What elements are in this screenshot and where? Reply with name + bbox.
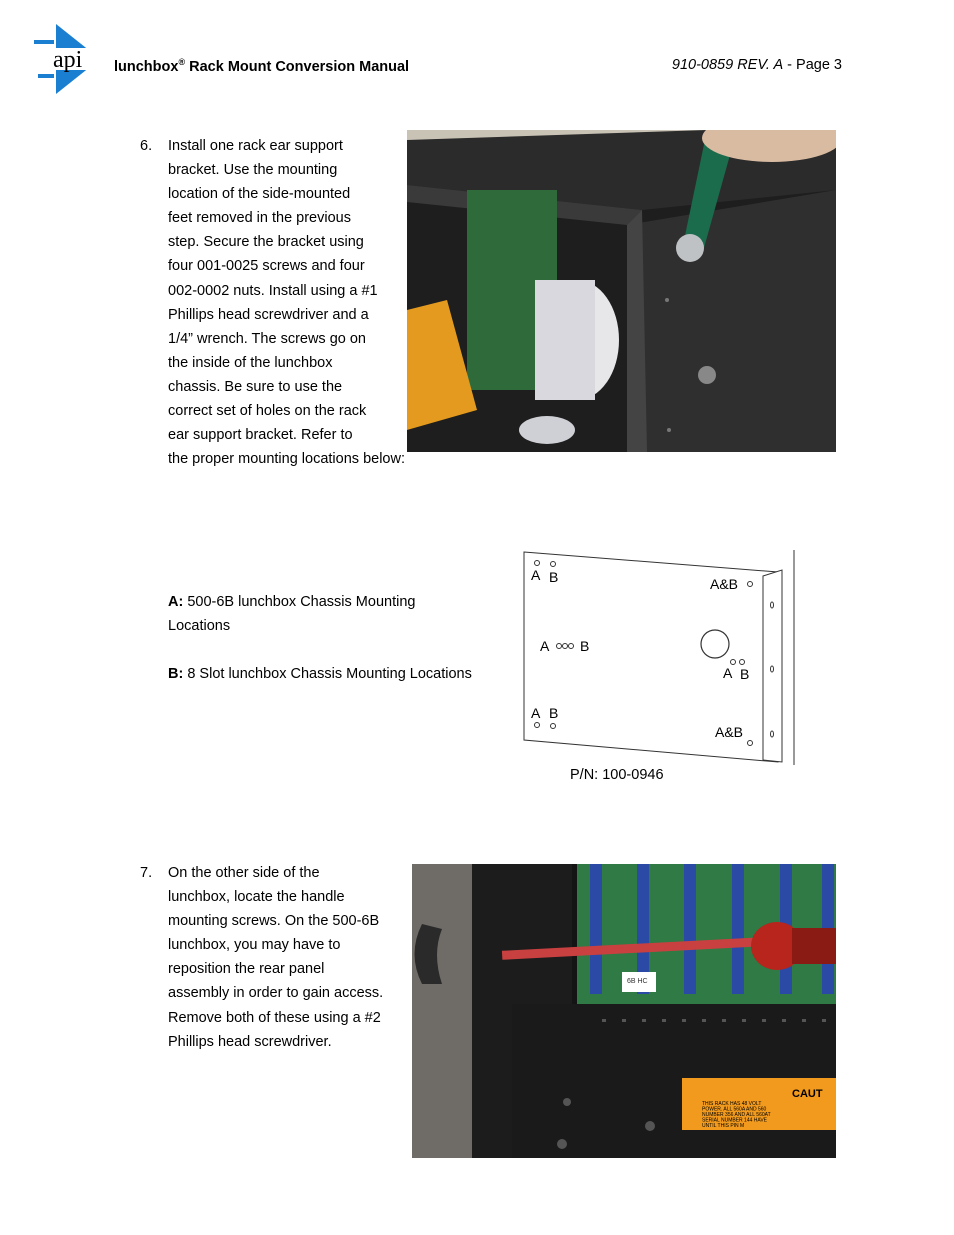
photo-tag: 6B HC — [627, 978, 648, 985]
step-7-line: reposition the rear panel — [168, 961, 325, 978]
step-6-line: Phillips head screwdriver and a — [168, 306, 369, 323]
step-6-line: location of the side-mounted — [168, 186, 351, 203]
step-6-line: 1/4” wrench. The screws go on — [168, 330, 366, 347]
step-7-line: Phillips head screwdriver. — [168, 1033, 332, 1050]
photo-handle-screws — [412, 864, 836, 1158]
step-7-text — [168, 861, 418, 1054]
step-7-line: lunchbox, locate the handle — [168, 889, 345, 906]
caution-line: POWER. ALL 560A AND 560 — [702, 1106, 767, 1113]
logo-text: api — [53, 47, 83, 73]
label-mid-a: A — [540, 638, 550, 654]
step-6-line: bracket. Use the mounting — [168, 162, 338, 179]
step-6-line: the proper mounting locations below: — [168, 451, 405, 468]
step-6-number: 6. — [140, 138, 153, 154]
label-right-a: A — [723, 665, 733, 681]
label-top-a: A — [531, 567, 541, 583]
manual-title: lunchbox® Rack Mount Conversion Manual — [114, 57, 410, 75]
step-6-line: the inside of the lunchbox — [168, 354, 333, 371]
step-6-line: step. Secure the bracket using — [168, 234, 364, 251]
page-number: Page 3 — [796, 57, 842, 73]
step-6-line: ear support bracket. Refer to — [168, 427, 353, 444]
step-7-line: lunchbox, you may have to — [168, 937, 341, 954]
label-bot-ab: A&B — [715, 724, 744, 740]
step-6-text — [168, 134, 448, 471]
step-6-line: Install one rack ear support — [168, 138, 343, 154]
step-6-line: 002-0002 nuts. Install using a #1 — [168, 282, 378, 299]
caution-heading: CAUT — [792, 1088, 823, 1100]
caution-line: NUMBER 356 AND ALL 560AT — [702, 1112, 771, 1118]
label-top-b: B — [549, 569, 559, 585]
api-logo — [30, 22, 104, 96]
caution-line: THIS RACK HAS 48 VOLT — [702, 1101, 762, 1107]
label-top-ab: A&B — [710, 576, 739, 592]
step-7-number: 7. — [140, 865, 153, 881]
photo-bracket-install — [407, 130, 836, 452]
legend-b: B: 8 Slot lunchbox Chassis Mounting Locations — [168, 666, 472, 682]
step-6-line: feet removed in the previous — [168, 210, 351, 227]
step-7-line: mounting screws. On the 500-6B — [168, 913, 380, 930]
step-7-line: On the other side of the — [168, 865, 320, 881]
bracket-diagram — [520, 548, 800, 768]
doc-number: 910-0859 REV. A — [671, 57, 784, 73]
label-bot-a: A — [531, 705, 541, 721]
step-7-line: Remove both of these using a #2 — [168, 1009, 381, 1026]
step-6-line: correct set of holes on the rack — [168, 403, 367, 420]
step-6-line: chassis. Be sure to use the — [168, 378, 343, 395]
label-bot-b: B — [549, 705, 559, 721]
caution-line: UNTIL THIS PIN M — [702, 1123, 745, 1129]
doc-page-info: 910-0859 REV. A - Page 3 — [671, 57, 842, 73]
label-mid-b: B — [580, 638, 590, 654]
step-7-line: assembly in order to gain access. — [168, 985, 384, 1002]
part-number: P/N: 100-0946 — [570, 767, 664, 783]
legend-a: A: 500-6B lunchbox Chassis Mounting Locations — [168, 594, 416, 635]
caution-line: SERIAL NUMBER 144 HAVE — [702, 1117, 768, 1124]
label-right-b: B — [740, 666, 750, 682]
step-6-line: four 001-0025 screws and four — [168, 258, 365, 275]
